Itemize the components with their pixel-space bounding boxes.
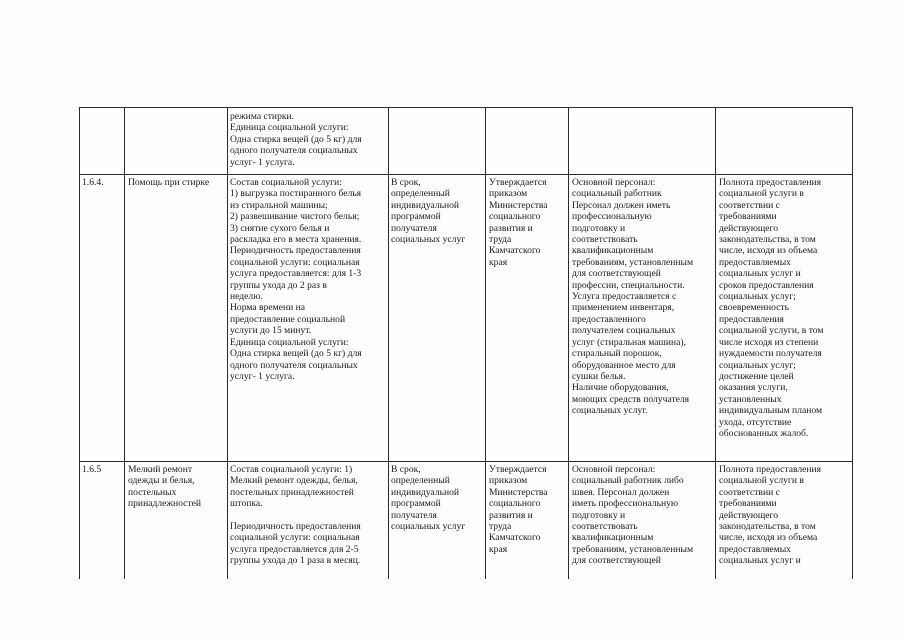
cell-tariff: Утверждается приказом Министерства социального развития и труда Камчатского края xyxy=(489,464,548,555)
column-border xyxy=(852,107,853,579)
cell-term: В срок, определенный индивидуальной программой получателя социальных услуг xyxy=(391,464,466,533)
row-divider xyxy=(79,461,853,462)
column-border xyxy=(568,107,569,579)
cell-term: В срок, определенный индивидуальной программой получателя социальных услуг xyxy=(391,177,466,246)
column-border xyxy=(715,107,716,579)
cell-description: Состав социальной услуги: 1) Мелкий ремонт одежды, белья, постельных принадлежностей штопка. Периодичность предоставления социальной услуги: социальная услуга предоставляется для 2-5 группы ухода до 1 раза в месяц. xyxy=(230,464,361,567)
cell-indicators: Полнота предоставления социальной услуги в соответствии с требованиями действующего законодательства, в том числе, исходя из объема предоставляемых социальных услуг и сроков предоставления социальных услуг; своевременность предоставления социальной услуги, в том числе исходя из степени нуждаемости получателя социальных услуг; достижение целей оказания услуги, установленных индивидуальным планом ухода, отсутствие обоснованных жалоб. xyxy=(719,177,824,439)
row-divider xyxy=(79,174,853,175)
cell-indicators: Полнота предоставления социальной услуги в соответствии с требованиями действующего законодательства, в том числе, исходя из объема предоставляемых социальных услуг и xyxy=(719,464,822,567)
cell-number: 1.6.4. xyxy=(82,177,104,188)
cell-conditions: Основной персонал: социальный работник Персонал должен иметь профессиональную подготовку и соответствовать квалификационным требованиям, установленным для соответствующей профессии, специальности. Услуга предоставляется с применением инвентаря, предоставленного получателем социальных услуг (стиральная машина), стиральный порошок, оборудованное место для сушки белья. Наличие оборудования, моющих средств получателя социальных услуг. xyxy=(572,177,694,417)
cell-service-name: Помощь при стирке xyxy=(128,177,210,188)
cell-tariff: Утверждается приказом Министерства социального развития и труда Камчатского края xyxy=(489,177,548,268)
column-border xyxy=(227,107,228,579)
column-border xyxy=(388,107,389,579)
column-border xyxy=(485,107,486,579)
cell-conditions: Основной персонал: социальный работник либо швея. Персонал должен иметь профессиональную подготовку и соответствовать квалификационным требованиям, установленным для соответствующей xyxy=(572,464,694,567)
cell-description: Состав социальной услуги: 1) выгрузка постиранного белья из стиральной машины; 2) развешивание чистого белья; 3) снятие сухого белья и раскладка его в места хранения. Периодичность предоставления социальной услуги: социальная услуга предоставляется: для 1-3 группы ухода до 2 раз в неделю. Норма времени на предоставление социальной услуги до 15 минут. Единица социальной услуги: Одна стирка вещей (до 5 кг) для одного получателя социальных услуг- 1 услуга. xyxy=(230,177,362,382)
column-border xyxy=(79,107,80,579)
cell-number: 1.6.5 xyxy=(82,464,102,475)
cell-description: режима стирки. Единица социальной услуги: Одна стирка вещей (до 5 кг) для одного получателя социальных услуг- 1 услуга. xyxy=(230,111,362,168)
services-table xyxy=(79,107,853,579)
table-top-border xyxy=(79,107,853,108)
cell-service-name: Мелкий ремонт одежды и белья, постельных принадлежностей xyxy=(128,464,202,510)
column-border xyxy=(124,107,125,579)
